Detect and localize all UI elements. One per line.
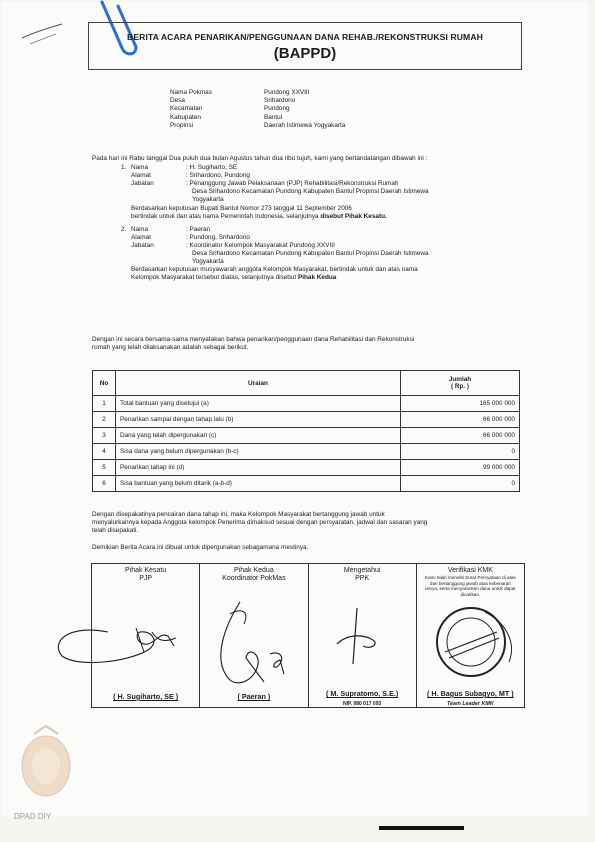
signer-name: ( Paeran )	[237, 692, 271, 701]
signature-sugiharto	[48, 602, 178, 672]
pen-scratch-mark	[20, 20, 80, 60]
closing-line2: menyalurkannya kepada Anggota kelompok Penerima dimaksud sesuai dengan persyaratan, jadwal dan sasaran yang	[92, 519, 428, 526]
party2-position-line2: Desa Srihardono Kecamatan Pundong Kabupaten Bantul Propinsi Daerah Istimewa	[192, 250, 429, 257]
table-row: 1 Total bantuan yang disetujui (a) 165 000 000	[93, 396, 520, 412]
party1-decree: Berdasarkan keputusan Bupati Bantul Nomor 273 tanggal 11 September 2006	[131, 205, 352, 212]
party2-address-label: Alamat	[131, 234, 151, 241]
title-box	[88, 22, 522, 70]
party2-number: 2.	[121, 226, 127, 233]
signature-pihak-kedua: Pihak Kedua Koordinator PokMas ( Paeran )	[200, 564, 308, 707]
agreement-line1: Dengan ini secara bersama-sama menyatakan bahwa penarikan/penggunaan dana Rehabilitasi dan Rekonstruksi	[92, 336, 415, 343]
identity-row: Desa Srihardono	[170, 97, 296, 105]
party1-position-line2: Desa Srihardono Kecamatan Pundong Kabupaten Bantul Propinsi Daerah Istimewa	[192, 188, 429, 195]
party1-name: : H. Sugiharto, SE	[186, 164, 238, 171]
party2-address: : Pundong, Srihardono	[186, 234, 250, 241]
table-row: 3 Dana yang telah dipergunakan (c) 66 000 000	[93, 428, 520, 444]
party2-position-line3: Yogyakarta	[192, 258, 224, 265]
identity-row: Propinsi Daerah Istimewa Yogyakarta	[170, 121, 346, 129]
fund-table	[92, 370, 520, 492]
agreement-line2: rumah yang telah dilaksanakan adalah sebagai berikut.	[92, 344, 249, 351]
header-jumlah: Jumlah ( Rp. )	[401, 371, 520, 396]
party1-position-label: Jabatan	[131, 180, 154, 187]
closing-line4: Demikian Berita Acara ini dibuat untuk dipergunakan sebagamana mestinya.	[92, 544, 309, 551]
signature-kmk: Verifikasi KMK Kami telah meneliti Surat Pernyataan di atas dan bertanggung jawab atas kebenaran isinya, serta menyarankan dana untuk dapat dicairkan. ( H. Bagus Subagyo, MT ) Team Leader KMK	[417, 564, 524, 707]
signer-name: ( H. Sugiharto, SE )	[113, 692, 179, 701]
party1-name-label: Nama	[131, 164, 149, 171]
pokmas-identity	[170, 89, 345, 130]
signer-nip: NIP. 080 017 093	[342, 701, 382, 707]
party2-mandate: Kelompok Masyarakat tersebut diatas, selanjutnya disebut Pihak Kedua	[131, 274, 337, 281]
party2-decree: Berdasarkan keputusan musyawarah anggota Kelompok Masyarakat, bertindak untuk dan atas nama	[131, 266, 418, 273]
closing-line3: telah disepakati.	[92, 527, 139, 534]
signature-supratomo	[323, 604, 403, 674]
header-uraian: Uraian	[116, 371, 401, 396]
signer-name: ( H. Bagus Subagyo, MT )	[427, 689, 514, 698]
closing-line1: Dengan disepakatinya pencairan dana tahap ini, maka Kelompok Masyarakat bertanggung jawab untuk	[92, 511, 385, 518]
party1-address-label: Alamat	[131, 172, 151, 179]
signer-role: Team Leader KMK	[446, 701, 494, 707]
watermark-text: DPAD DIY	[14, 812, 52, 821]
intro-text: Pada hari ini Rabu tanggal Dua puluh dua bulan Agustus tahun dua ribu tujuh, kami yang bertandatangan dibawah ini :	[92, 155, 428, 162]
party1-position-line3: Yogyakarta	[192, 196, 224, 203]
signature-paeran	[200, 594, 300, 694]
party1-address: : Srihardono, Pundong	[186, 172, 250, 179]
identity-row: Nama Pokmas Pundong XXVIII	[170, 89, 310, 96]
party2-position-label: Jabatan	[131, 242, 154, 249]
table-row: 2 Penarikan sampai dengan tahap lalu (b) 66 000 000	[93, 412, 520, 428]
table-row: 6 Sisa bantuan yang belum ditarik (a-b-d) 0	[93, 476, 520, 492]
document-title: BERITA ACARA PENARIKAN/PENGGUNAAN DANA REHAB./REKONSTRUKSI RUMAH	[127, 32, 483, 42]
kmk-stamp-icon	[425, 602, 521, 682]
document-acronym: (BAPPD)	[273, 45, 337, 62]
party2-name-label: Nama	[131, 226, 149, 233]
party1-mandate: bertindak untuk dan atas nama Pemerintah Indonesia, selanjutnya disebut Pihak Kesatu.	[131, 213, 387, 220]
signature-block	[91, 563, 525, 708]
signer-name: ( M. Supratomo, S.E.)	[325, 689, 399, 698]
party1-number: 1.	[121, 164, 127, 171]
table-row: 5 Penarikan tahap ini (d) 99 000 000	[93, 460, 520, 476]
header-no: No	[93, 371, 116, 396]
table-header-row	[93, 371, 520, 396]
party1-position: : Penanggung Jawab Pelaksanaan (PJP) Rehabilitasi/Rekonstruksi Rumah	[186, 180, 399, 187]
identity-row: Kabupaten Bantul	[170, 113, 283, 121]
party2-name: : Paeran	[186, 226, 211, 233]
verification-note: Kami telah meneliti Surat Pernyataan di atas dan bertanggung jawab atas kebenaran isinya, serta menyarankan dana untuk dapat dicairkan.	[425, 575, 516, 597]
signature-pihak-kesatu: Pihak Kesatu PJP ( H. Sugiharto, SE )	[92, 564, 200, 707]
bottom-bar	[379, 826, 464, 830]
identity-row: Kecamatan Pundong	[170, 105, 290, 113]
signature-ppk: Mengetahui PPK ( M. Supratomo, S.E.) NIP. 080 017 093	[309, 564, 417, 707]
party2-position: : Koordinator Kelompok Masyarakat Pundong XXVIII	[186, 242, 335, 249]
dpad-diy-emblem-icon	[16, 724, 76, 804]
table-row: 4 Sisa dana yang belum dipergunakan (b-c) 0	[93, 444, 520, 460]
